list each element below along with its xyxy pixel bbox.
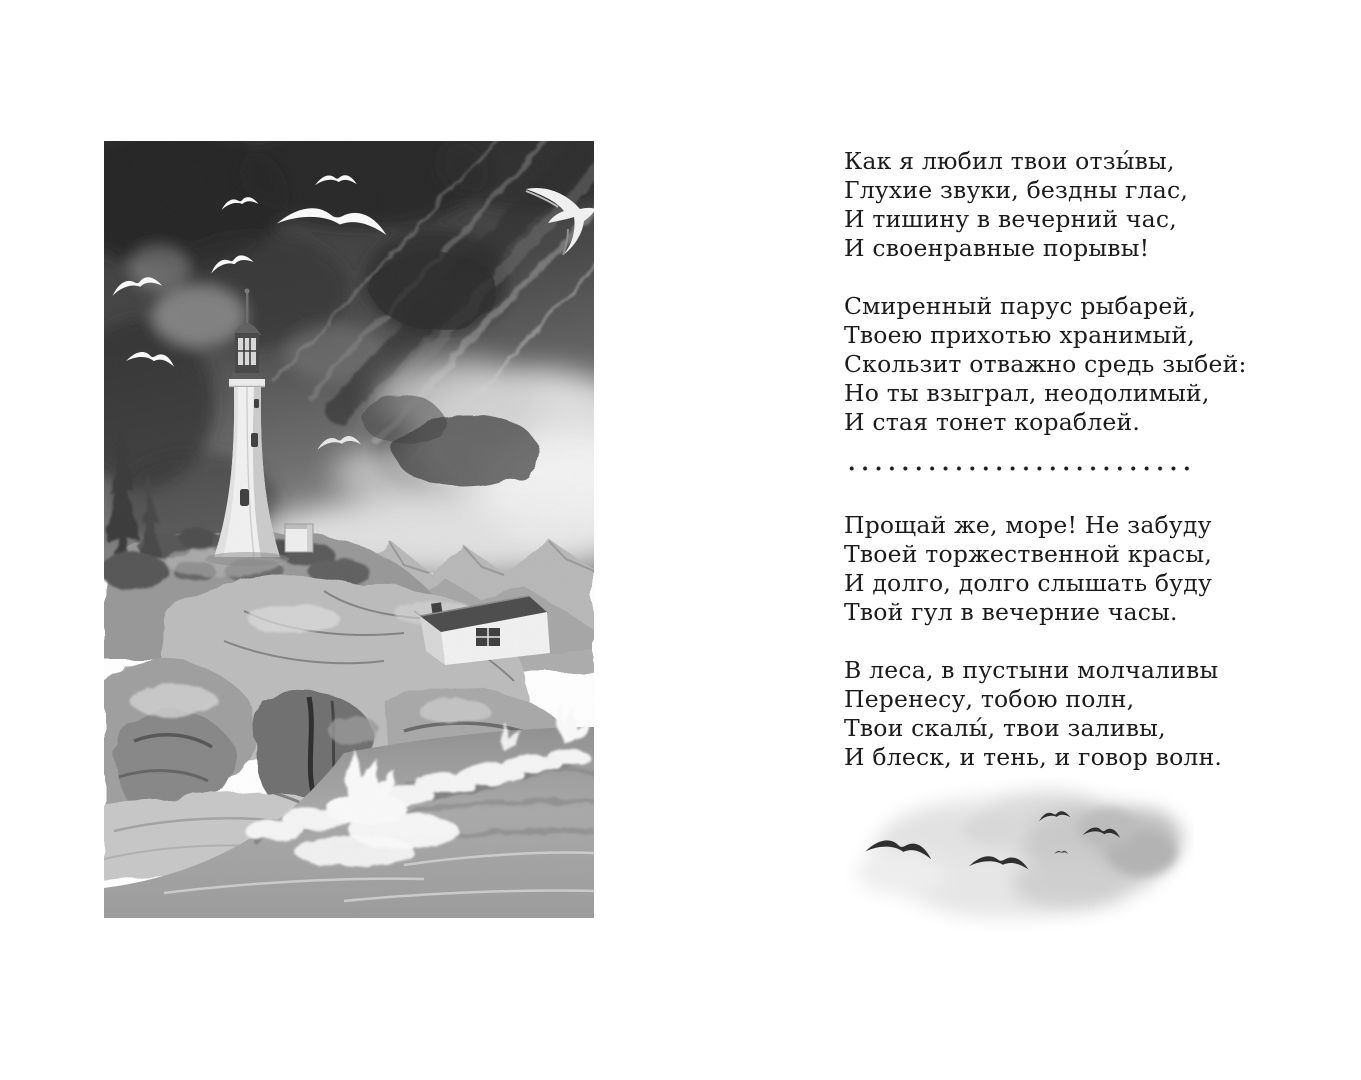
poem-line: Скользит отважно средь зыбей: xyxy=(844,350,1247,378)
stanza-1 xyxy=(844,147,1247,263)
poem-line: И блеск, и тень, и говор волн. xyxy=(844,743,1223,771)
poem-line: И своенравные порывы! xyxy=(844,234,1150,262)
poem-line: Перенесу, тобою полн, xyxy=(844,685,1135,713)
lighthouse-illustration xyxy=(104,141,594,918)
poem-line: И долго, долго слышать буду xyxy=(844,569,1212,597)
poem-line: Глухие звуки, бездны глас, xyxy=(844,176,1189,204)
stanza-2 xyxy=(844,292,1247,437)
right-page-poem xyxy=(844,147,1247,801)
poem-line: Смиренный парус рыбарей, xyxy=(844,292,1196,320)
stanza-separator-dots xyxy=(845,466,1194,471)
poem-line: Твой гул в вечерние часы. xyxy=(844,598,1178,626)
poem-line: Но ты взыграл, неодолимый, xyxy=(844,379,1210,407)
poem-line: Прощай же, море! Не забуду xyxy=(844,511,1212,539)
cloud-vignette xyxy=(842,768,1194,940)
poem-line: Твои скалы́, твои заливы, xyxy=(844,714,1166,742)
stanza-4 xyxy=(844,656,1247,772)
poem-line: И тишину в вечерний час, xyxy=(844,205,1177,233)
poem-line: Твоею прихотью хранимый, xyxy=(844,321,1195,349)
stanza-3 xyxy=(844,511,1247,627)
poem-line: В леса, в пустыни молчаливы xyxy=(844,656,1219,684)
poem-line: Как я любил твои отзы́вы, xyxy=(844,147,1175,175)
poem-line: Твоей торжественной красы, xyxy=(844,540,1212,568)
poem-line: И стая тонет кораблей. xyxy=(844,408,1141,436)
